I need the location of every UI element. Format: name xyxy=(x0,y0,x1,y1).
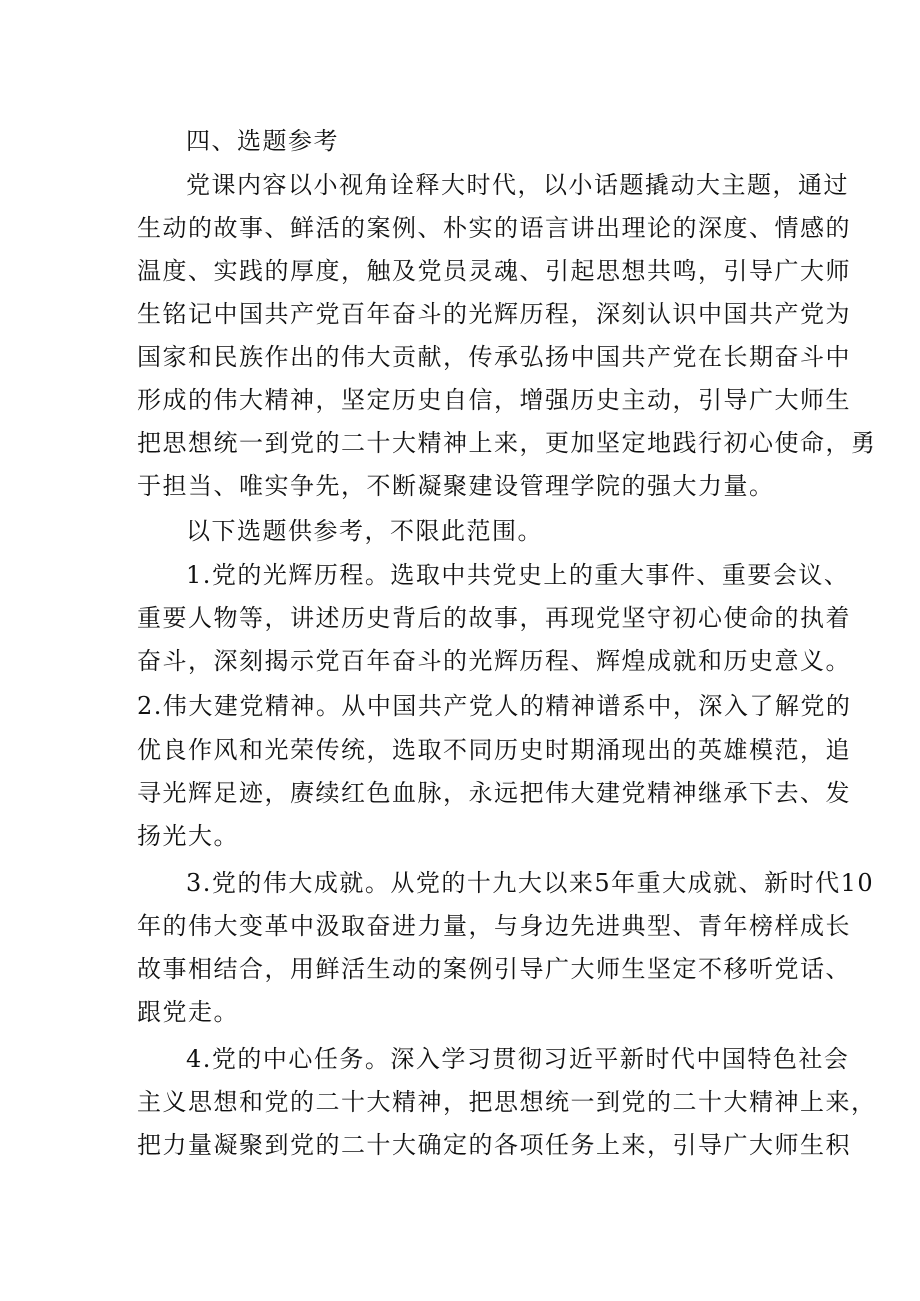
topic-3-line-1: 3.党的伟大成就。从党的十九大以来5年重大成就、新时代10 xyxy=(186,869,875,897)
intro-line-7: 把思想统一到党的二十大精神上来，更加坚定地践行初心使命，勇 xyxy=(137,429,877,457)
intro-line-1: 党课内容以小视角诠释大时代，以小话题撬动大主题，通过 xyxy=(186,171,849,199)
topic-2-line-3: 寻光辉足迹，赓续红色血脉，永远把伟大建党精神继承下去、发 xyxy=(137,779,851,807)
topic-2-line-1: 2.伟大建党精神。从中国共产党人的精神谱系中，深入了解党的 xyxy=(137,692,852,720)
intro-line-6: 形成的伟大精神，坚定历史自信，增强历史主动，引导广大师生 xyxy=(137,386,851,414)
topic-1-line-1: 1.党的光辉历程。选取中共党史上的重大事件、重要会议、 xyxy=(186,561,850,589)
topic-4-line-2: 主义思想和党的二十大精神，把思想统一到党的二十大精神上来， xyxy=(137,1088,877,1116)
topic-3-line-3: 故事相结合，用鲜活生动的案例引导广大师生坚定不移听党话、 xyxy=(137,955,851,983)
topic-3-line-2: 年的伟大变革中汲取奋进力量，与身边先进典型、青年榜样成长 xyxy=(137,912,851,940)
section-heading: 四、选题参考 xyxy=(186,127,339,155)
intro-line-3: 温度、实践的厚度，触及党员灵魂、引起思想共鸣，引导广大师 xyxy=(137,257,851,285)
topic-1-line-2: 重要人物等，讲述历史背后的故事，再现党坚守初心使命的执着 xyxy=(137,604,851,632)
topic-4-line-3: 把力量凝聚到党的二十大确定的各项任务上来，引导广大师生积 xyxy=(137,1131,851,1159)
topic-4-line-1: 4.党的中心任务。深入学习贯彻习近平新时代中国特色社会 xyxy=(186,1045,850,1073)
topic-2-line-2: 优良作风和光荣传统，选取不同历史时期涌现出的英雄模范，追 xyxy=(137,736,851,764)
topic-1-line-3: 奋斗，深刻揭示党百年奋斗的光辉历程、辉煌成就和历史意义。 xyxy=(137,647,851,675)
reference-note: 以下选题供参考，不限此范围。 xyxy=(186,517,543,545)
intro-line-8: 于担当、唯实争先，不断凝聚建设管理学院的强大力量。 xyxy=(137,472,775,500)
topic-3-line-4: 跟党走。 xyxy=(137,998,239,1026)
intro-line-5: 国家和民族作出的伟大贡献，传承弘扬中国共产党在长期奋斗中 xyxy=(137,343,851,371)
topic-2-line-4: 扬光大。 xyxy=(137,822,239,850)
intro-line-2: 生动的故事、鲜活的案例、朴实的语言讲出理论的深度、情感的 xyxy=(137,214,851,242)
intro-line-4: 生铭记中国共产党百年奋斗的光辉历程，深刻认识中国共产党为 xyxy=(137,300,851,328)
